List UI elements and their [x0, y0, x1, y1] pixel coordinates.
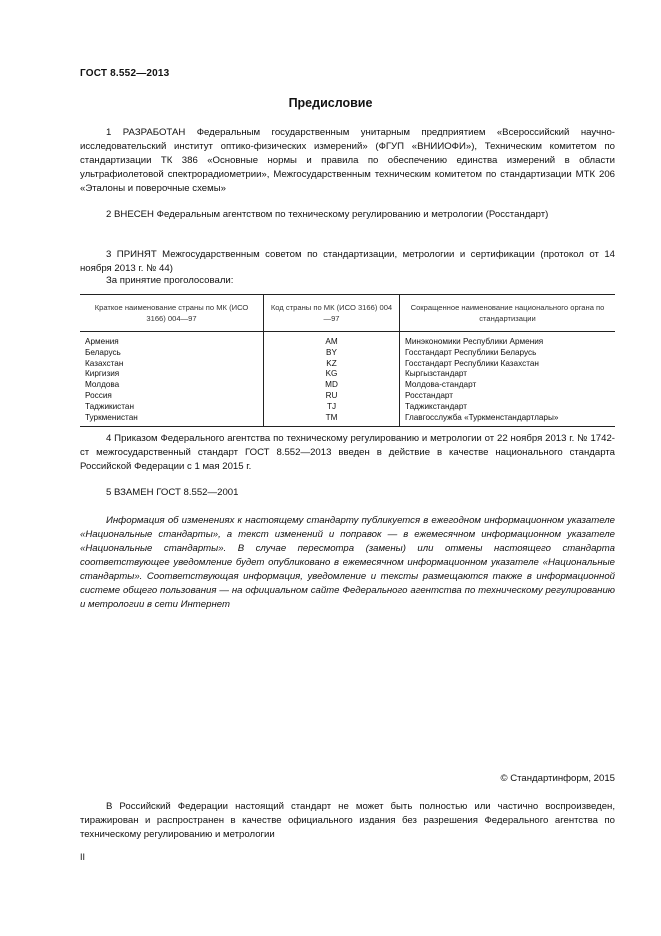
- reproduction-notice: В Российский Федерации настоящий стандарт не может быть полностью или частично воспроизведен, тиражирован и распространен в качестве официального издания без разрешения Федерального агентства по техническому регулированию и метрологии: [80, 801, 615, 840]
- section-3-adopted-by: 3 ПРИНЯТ Межгосударственным советом по стандартизации, метрологии и сертификации (протокол от 14 ноября 2013 г. № 44): [80, 249, 615, 274]
- page-number: II: [80, 852, 86, 862]
- standards-body: Госстандарт Республики Казахстан: [400, 359, 616, 370]
- country-code: MD: [264, 380, 400, 391]
- column-header-country: Краткое наименование страны по МК (ИСО 3166) 004—97: [80, 295, 264, 332]
- standards-body: Молдова-стандарт: [400, 380, 616, 391]
- country-code: KG: [264, 369, 400, 380]
- country-name: Туркменистан: [80, 413, 264, 427]
- country-name: Таджикистан: [85, 401, 134, 411]
- changes-information-notice: Информация об изменениях к настоящему стандарту публикуется в ежегодном информационном указателе «Национальные стандарты», а текст изменений и поправок — в ежемесячном информационном указателе «Национальные стандарты». В случае пересмотра (замены) или отмены настоящего стандарта соответствующее уведомление будет опубликовано в ежемесячном информационном указателе «Национальные стандарты». Соответствующая информация, уведомление и тексты размещаются также в информационной системе общего пользования — на официальном сайте Федерального агентства по техническому регулированию и метрологии в сети Интернет: [80, 515, 615, 610]
- column-header-standards-body: Сокращенное наименование национального органа по стандартизации: [400, 295, 616, 332]
- copyright-line: © Стандартинформ, 2015: [500, 773, 615, 784]
- country-name: Киргизия: [85, 369, 120, 379]
- table-row: [80, 359, 615, 370]
- country-name: Молдова: [85, 380, 120, 390]
- standards-body: Главгосслужба «Туркменстандартлары»: [400, 413, 616, 427]
- country-code: KZ: [264, 359, 400, 370]
- country-code: RU: [264, 391, 400, 402]
- standards-body: Росстандарт: [400, 391, 616, 402]
- country-name: Армения: [85, 337, 119, 346]
- standards-body: Кыргызстандарт: [400, 369, 616, 380]
- voting-countries-table: [80, 294, 615, 427]
- document-code-header: ГОСТ 8.552—2013: [80, 68, 170, 79]
- country-code: AM: [264, 332, 400, 348]
- table-row: [80, 413, 615, 427]
- standards-body: Минэкономики Республики Армения: [400, 332, 616, 348]
- country-name: Беларусь: [85, 347, 121, 357]
- country-code: TM: [264, 413, 400, 427]
- country-name: Россия: [85, 390, 112, 400]
- standards-body: Таджикстандарт: [400, 402, 616, 413]
- section-4-enacted-by: 4 Приказом Федерального агентства по техническому регулированию и метрологии от 22 ноября 2013 г. № 1742-ст межгосударственный стандарт ГОСТ 8.552—2013 введен в действие в качестве национального стандарта Российской Федерации с 1 мая 2015 г.: [80, 433, 615, 472]
- table-row: [80, 369, 615, 380]
- table-row: [80, 380, 615, 391]
- votes-intro: За принятие проголосовали:: [106, 275, 234, 286]
- section-1-developed-by: 1 РАЗРАБОТАН Федеральным государственным унитарным предприятием «Всероссийский научно-исследовательский институт оптико-физических измерений» (ФГУП «ВНИИОФИ»), Техническим комитетом по стандартизации ТК 386 «Основные нормы и правила по обеспечению единства измерений в области ультрафиолетовой спектрорадиометрии», Межгосударственным техническим комитетом по стандартизации МТК 206 «Эталоны и поверочные схемы»: [80, 127, 615, 194]
- table-row: [80, 391, 615, 402]
- table-row: [80, 402, 615, 413]
- section-5-replaces: 5 ВЗАМЕН ГОСТ 8.552—2001: [106, 487, 239, 498]
- table-row: [80, 348, 615, 359]
- table-row: [80, 332, 615, 348]
- country-code: BY: [264, 348, 400, 359]
- standards-body: Госстандарт Республики Беларусь: [400, 348, 616, 359]
- section-2-submitted-by: 2 ВНЕСЕН Федеральным агентством по техническому регулированию и метрологии (Росстандарт): [106, 209, 549, 220]
- table-header-row: [80, 295, 615, 332]
- country-code: TJ: [264, 402, 400, 413]
- page-title: Предисловие: [288, 96, 373, 110]
- country-name: Казахстан: [85, 358, 124, 368]
- column-header-code: Код страны по МК (ИСО 3166) 004—97: [264, 295, 400, 332]
